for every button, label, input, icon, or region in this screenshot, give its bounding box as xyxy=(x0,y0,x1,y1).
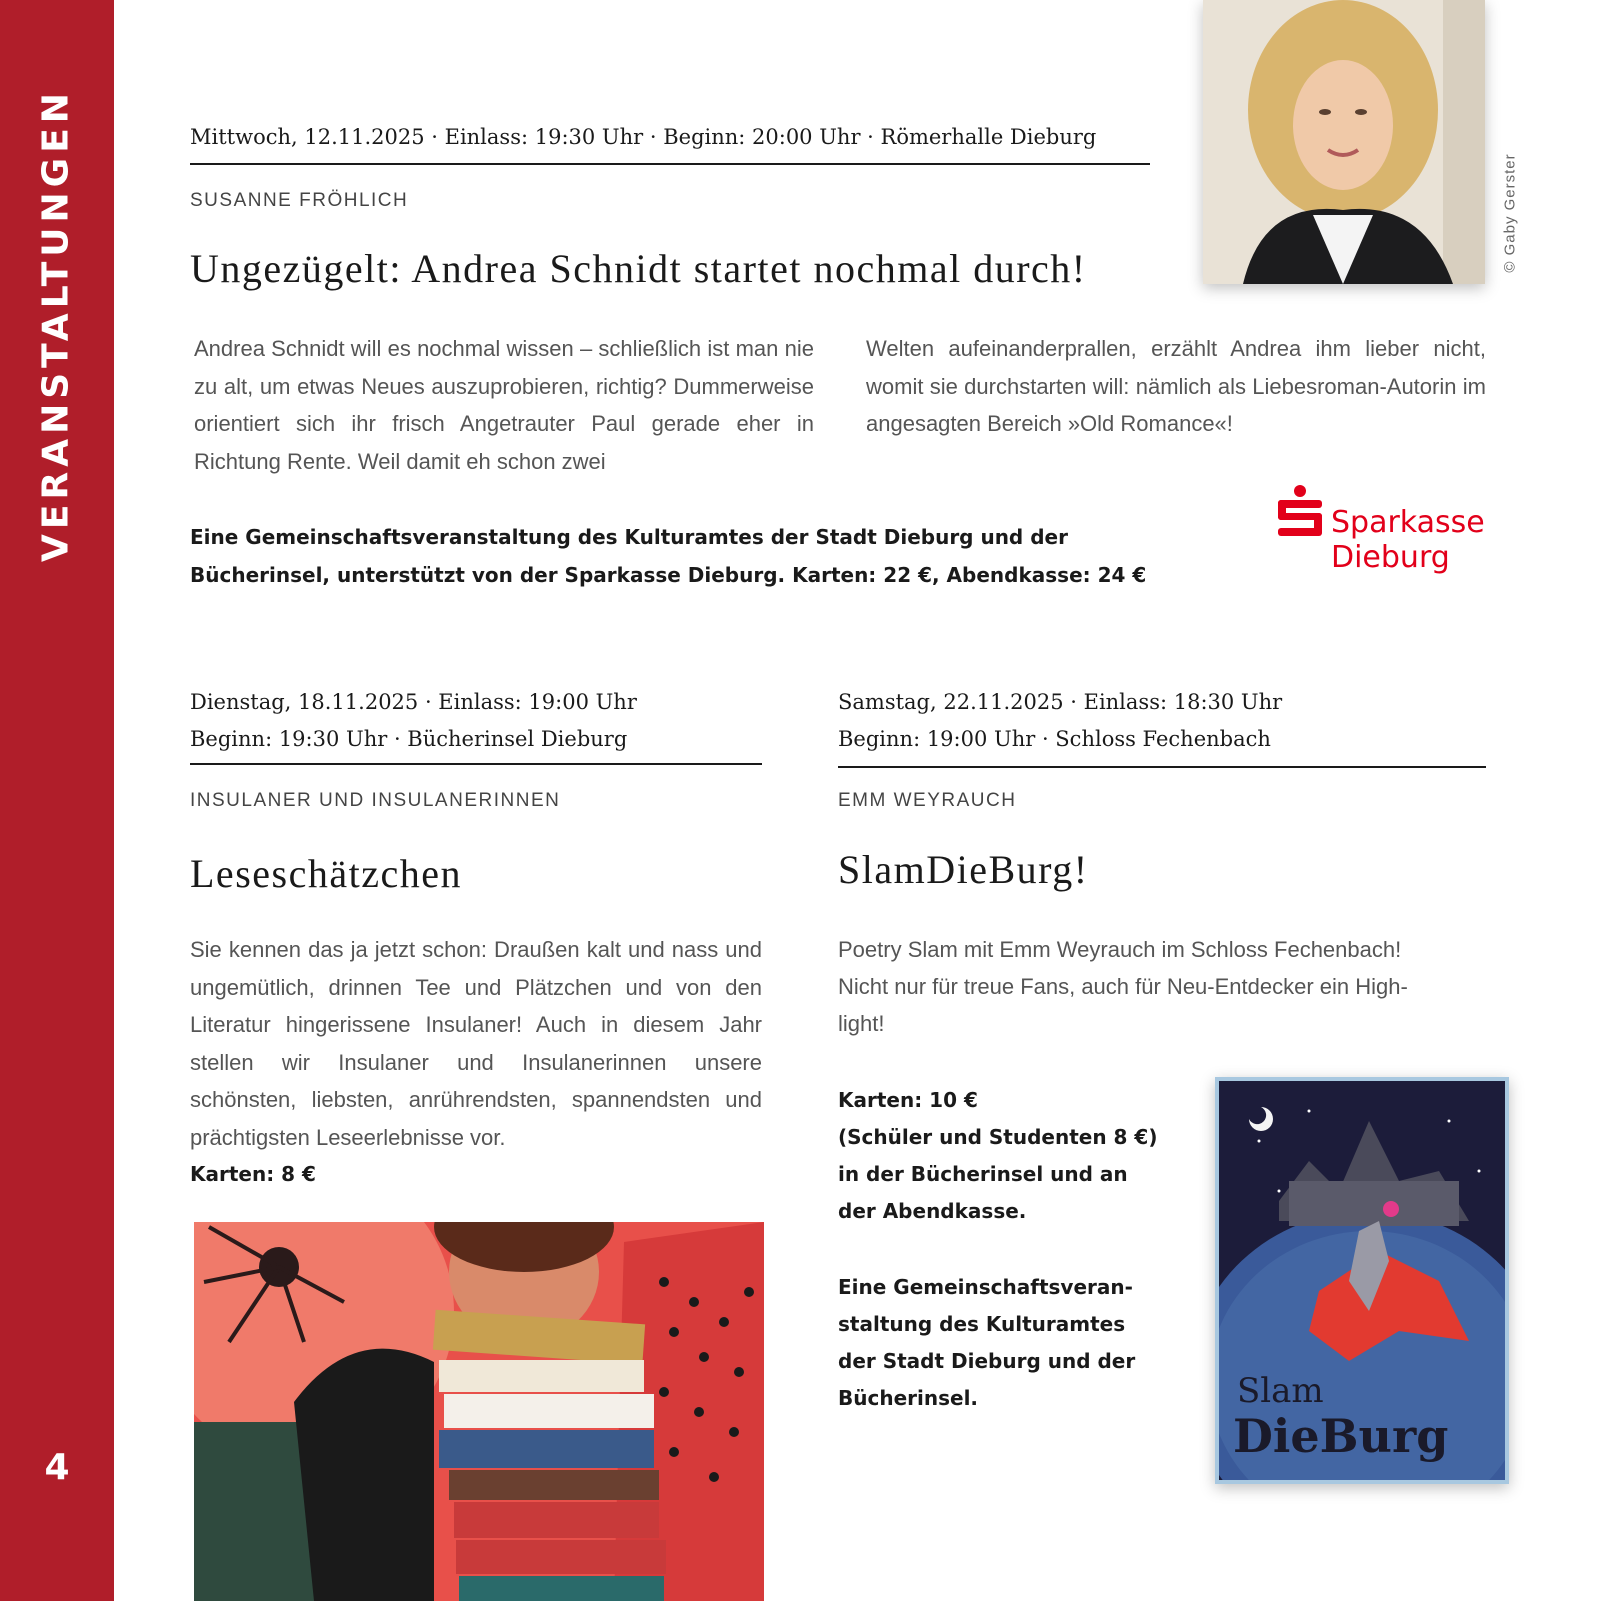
event3-body-line2: Nicht nur für treue Fans, auch für Neu-Entdecker ein High- xyxy=(838,974,1408,999)
event3-org-line2: staltung des Kulturamtes xyxy=(838,1312,1126,1336)
event2-dateline2: Beginn: 19:30 Uhr · Bücherinsel Dieburg xyxy=(190,727,628,751)
poster-title-line1: Slam xyxy=(1237,1371,1324,1411)
sparkasse-s-icon xyxy=(1278,485,1322,537)
section-title: VERANSTALTUNGEN xyxy=(35,88,77,562)
event2-author: INSULANER UND INSULANERINNEN xyxy=(190,790,561,811)
event3-body-line1: Poetry Slam mit Emm Weyrauch im Schloss Fechenbach! xyxy=(838,937,1402,962)
event1-dateline: Mittwoch, 12.11.2025 · Einlass: 19:30 Uhr · Beginn: 20:00 Uhr · Römerhalle Dieburg xyxy=(190,125,1097,149)
event3-author: EMM WEYRAUCH xyxy=(838,790,1017,811)
event3-body-line3: light! xyxy=(838,1011,885,1036)
event2-title: Leseschätzchen xyxy=(190,851,462,896)
sidebar xyxy=(0,0,114,1601)
event3-rule xyxy=(838,766,1486,768)
event2-dateline1: Dienstag, 18.11.2025 · Einlass: 19:00 Uhr xyxy=(190,690,637,714)
event1-sponsor-line2: Bücherinsel, unterstützt von der Sparkasse Dieburg. Karten: 22 €, Abendkasse: 24 € xyxy=(190,563,1147,587)
event2-body: Sie kennen das ja jetzt schon: Draußen kalt und nass und ungemütlich, drinnen Tee und Plätzchen und von den Literatur hingerissene Insulaner! Auch in diesem Jahr stellen wir Insulaner und Insulanerinnen unsere schönsten, liebsten, anrührendsten, spannendsten und prächtigsten Leseerlebnisse vor. xyxy=(190,937,762,1150)
event3-org-line3: der Stadt Dieburg und der xyxy=(838,1349,1136,1373)
author-photo xyxy=(1203,0,1485,284)
event3-dateline1: Samstag, 22.11.2025 · Einlass: 18:30 Uhr xyxy=(838,690,1283,714)
sparkasse-name: Sparkasse xyxy=(1331,505,1485,540)
page-number: 4 xyxy=(44,1447,70,1488)
poster-title-line2: DieBurg xyxy=(1233,1409,1449,1463)
sparkasse-logo xyxy=(1278,485,1488,585)
sparkasse-city: Dieburg xyxy=(1331,540,1450,575)
event3-tickets-line2: (Schüler und Studenten 8 €) xyxy=(838,1125,1158,1149)
books-photo xyxy=(194,1222,764,1601)
event3-tickets-line3: in der Bücherinsel und an xyxy=(838,1162,1128,1186)
event1-author: SUSANNE FRÖHLICH xyxy=(190,190,409,211)
event3-title: SlamDieBurg! xyxy=(838,847,1089,892)
event1-body-left: Andrea Schnidt will es nochmal wissen – schließlich ist man nie zu alt, um etwas Neues auszuprobieren, richtig? Dummerweise orientiert sich ihr frisch Angetrauter Paul gerade eher in Richtung Rente. Weil damit eh schon zwei xyxy=(194,336,814,474)
event1-sponsor-line1: Eine Gemeinschaftsveranstaltung des Kulturamtes der Stadt Dieburg und der xyxy=(190,525,1068,549)
event3-org-line1: Eine Gemeinschaftsveran- xyxy=(838,1275,1133,1299)
event3-tickets-line1: Karten: 10 € xyxy=(838,1088,978,1112)
photo-credit: © Gaby Gerster xyxy=(1501,153,1519,273)
event3-tickets-line4: der Abendkasse. xyxy=(838,1199,1027,1223)
event1-title: Ungezügelt: Andrea Schnidt startet nochmal durch! xyxy=(190,246,1087,291)
event2-rule xyxy=(190,763,762,765)
event1-rule xyxy=(190,163,1150,165)
slamdieburg-poster xyxy=(1215,1077,1509,1484)
event2-tickets: Karten: 8 € xyxy=(190,1162,316,1186)
event1-body-right: Welten aufeinanderprallen, erzählt Andrea ihm lieber nicht, womit sie durchstarten will: nämlich als Liebesroman-Autorin im angesagten Bereich »Old Romance«! xyxy=(866,336,1486,436)
event3-dateline2: Beginn: 19:00 Uhr · Schloss Fechenbach xyxy=(838,727,1271,751)
event3-org-line4: Bücherinsel. xyxy=(838,1386,979,1410)
